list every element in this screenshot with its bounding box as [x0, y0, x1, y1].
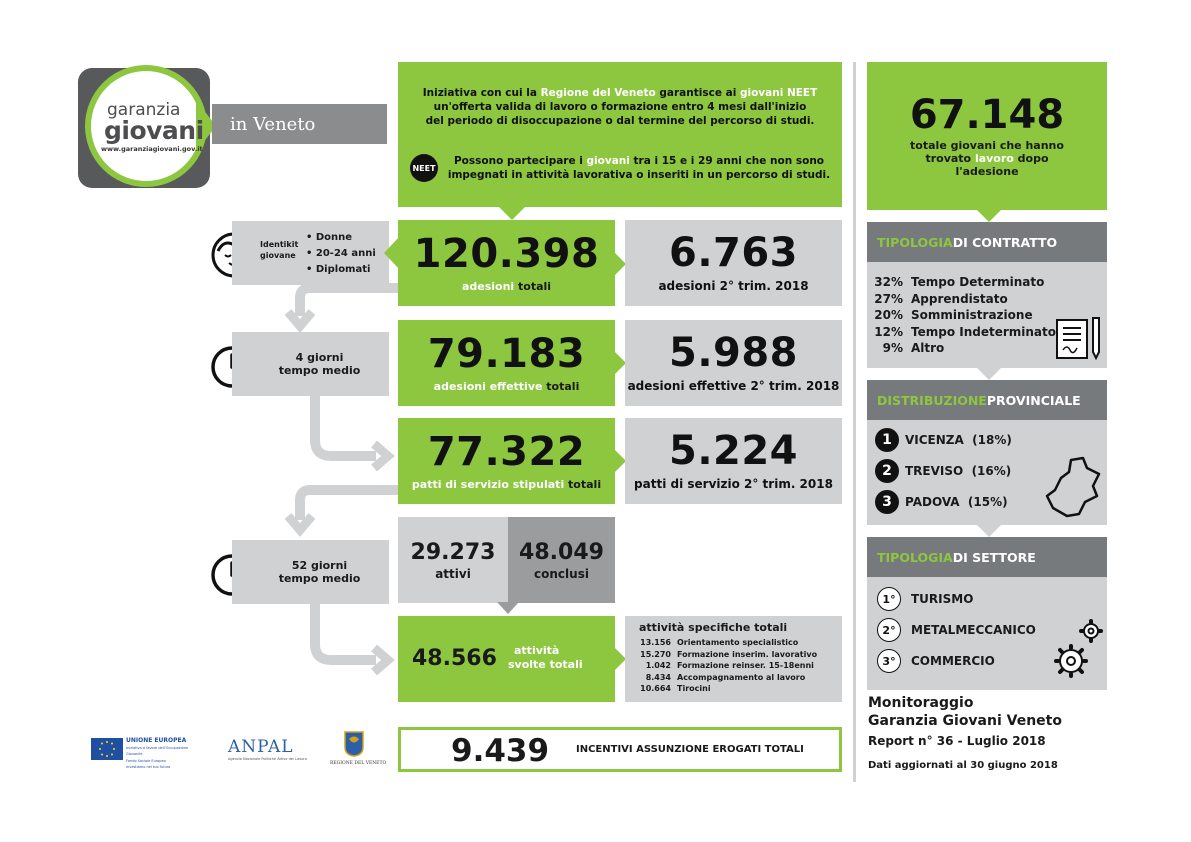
settore-rank: 2°	[877, 618, 901, 642]
eu-title: UNIONE EUROPEA	[126, 737, 187, 744]
provincia-label: VICENZA (18%)	[905, 433, 1012, 447]
conclusi-label: conclusi	[534, 566, 589, 581]
provincia-label: TREVISO (16%)	[905, 464, 1012, 478]
eu-line: Fondo Sociale Europeo	[126, 758, 166, 763]
identikit-box	[232, 221, 389, 285]
effettive-total-box	[398, 320, 615, 406]
contratto-row	[869, 274, 1056, 291]
time-label: tempo medio	[278, 572, 361, 585]
contratto-row	[869, 307, 1056, 324]
specific-activity-value: 1.042	[645, 661, 671, 670]
effettive-quarter-value: 5.988	[668, 330, 799, 376]
green-pointer-right	[612, 250, 626, 278]
adesioni-quarter-box	[625, 220, 842, 306]
contratto-label: Altro	[911, 341, 945, 355]
incentivi-value: 9.439	[451, 733, 550, 769]
attivi-box	[398, 517, 508, 603]
settore-row	[877, 618, 1036, 642]
logo-word-giovani: giovani	[104, 116, 204, 145]
provincia-rank: 2	[875, 459, 899, 483]
neet-highlight: giovani	[586, 155, 630, 167]
specific-activity-row	[633, 683, 817, 695]
sidebar-top-text: dopo	[1013, 151, 1049, 165]
provincia-row	[875, 490, 1012, 514]
eu-logo	[91, 737, 201, 769]
identikit-label: giovane	[260, 251, 296, 260]
patti-label-suffix: totali	[564, 477, 602, 491]
patti-quarter-label: patti di servizio 2° trim. 2018	[634, 477, 833, 491]
neet-badge-label: NEET	[412, 163, 436, 173]
specific-activity-value: 10.664	[640, 684, 671, 693]
green-pointer-right	[612, 349, 626, 377]
intro-highlight-region: Regione del Veneto	[540, 87, 656, 99]
contratto-label: Somministrazione	[911, 308, 1033, 322]
green-pointer-right	[612, 645, 626, 673]
adesioni-total-value: 120.398	[413, 230, 600, 277]
time-value: 4 giorni	[295, 351, 344, 364]
eu-flag-icon	[91, 738, 123, 760]
provinciale-panel	[867, 380, 1107, 525]
identikit-item: • Diplomati	[306, 264, 371, 275]
logo-url: www.garanziagiovani.gov.it	[101, 145, 203, 153]
specific-activity-row	[633, 637, 817, 649]
sidebar-top-line: l'adesione	[955, 164, 1019, 178]
neet-badge	[410, 154, 438, 182]
provincia-row	[875, 428, 1012, 452]
regione-label: REGIONE DEL VENETO	[330, 761, 387, 766]
specific-activity-row	[633, 672, 817, 684]
time-medio-2	[232, 540, 389, 604]
intro-line: del periodo di disoccupazione o dal termine del percorso di studi.	[425, 115, 815, 127]
contratto-panel	[867, 222, 1107, 368]
specific-activity-value: 13.156	[640, 638, 671, 647]
provincia-label: PADOVA (15%)	[905, 495, 1008, 509]
anpal-logo	[228, 737, 307, 765]
sidebar-arrow	[976, 367, 1002, 381]
adesioni-label-suffix: totali	[514, 279, 552, 293]
report-info	[868, 694, 1108, 771]
contratto-pct: 9%	[882, 341, 903, 355]
specific-activity-row	[633, 649, 817, 661]
settore-rank: 1°	[877, 587, 901, 611]
specific-activity-value: 8.434	[645, 672, 671, 682]
regione-crest-icon	[344, 731, 364, 757]
adesioni-label: adesioni	[461, 279, 515, 293]
gears-icon	[1053, 617, 1103, 679]
identikit-item: • Donne	[306, 232, 353, 243]
attivita-total-value: 48.566	[412, 646, 497, 671]
neet-text: tra i 15 e i 29 anni che non sono	[629, 155, 825, 167]
sidebar-top-line: totale giovani che hanno	[910, 138, 1064, 152]
effettive-label-suffix: totali	[542, 379, 580, 393]
settore-row	[877, 587, 1036, 611]
patti-total-box	[398, 418, 615, 504]
settore-label: COMMERCIO	[911, 654, 995, 668]
attivita-specifiche-box	[625, 616, 842, 702]
settore-row	[877, 649, 1036, 673]
contratto-pct: 27%	[874, 291, 903, 306]
attivi-label: attivi	[435, 566, 471, 581]
patti-total-value: 77.322	[427, 428, 586, 475]
incentivi-label: INCENTIVI ASSUNZIONE EROGATI TOTALI	[576, 744, 804, 755]
region-label: in Veneto	[230, 113, 316, 135]
specific-activity-label: Orientamento specialistico	[677, 638, 799, 647]
patti-quarter-value: 5.224	[668, 428, 799, 474]
time-label: tempo medio	[278, 364, 361, 377]
adesioni-quarter-label: adesioni 2° trim. 2018	[658, 279, 809, 293]
attivita-specifiche-title: attività specifiche totali	[639, 621, 788, 634]
patti-quarter-box	[625, 418, 842, 504]
sidebar-arrow	[976, 209, 1002, 223]
report-number: Report n° 36 - Luglio 2018	[868, 734, 1046, 748]
provinciale-header: DISTRIBUZIONE PROVINCIALE	[867, 380, 1107, 420]
contratto-label: Tempo Indeterminato	[911, 324, 1057, 339]
anpal-wordmark: ANPAL	[228, 737, 294, 757]
sidebar-top-value: 67.148	[909, 91, 1065, 138]
green-pointer-right	[612, 447, 626, 475]
contratto-header: TIPOLOGIA DI CONTRATTO	[867, 222, 1107, 262]
intro-text: garantisce ai	[655, 87, 740, 99]
conclusi-box	[508, 517, 615, 603]
effettive-quarter-label: adesioni effettive 2° trim. 2018	[627, 379, 840, 393]
intro-text: Iniziativa con cui la	[422, 87, 541, 99]
eu-line: Iniziativa a favore dell'Occupazione Giovanile	[126, 745, 189, 756]
region-banner	[212, 104, 387, 144]
adesioni-total-box	[398, 220, 615, 306]
effettive-quarter-box	[625, 320, 842, 406]
specific-activity-label: Tirocini	[677, 684, 711, 693]
attivita-label: attività	[514, 644, 560, 657]
anpal-subtitle: Agenzia Nazionale Politiche Attive del Lavoro	[228, 757, 307, 761]
contratto-label: Apprendistato	[911, 291, 1008, 306]
sidebar-top-box	[867, 62, 1107, 210]
patti-label: patti di servizio stipulati	[411, 477, 565, 491]
adesioni-quarter-value: 6.763	[668, 230, 799, 276]
neet-line: impegnati in attività lavorativa o inseriti in un percorso di studi.	[447, 169, 831, 181]
contratto-row	[869, 291, 1056, 308]
provincia-row	[875, 459, 1012, 483]
settore-label: TURISMO	[911, 592, 974, 606]
report-title: Monitoraggio	[868, 695, 974, 711]
intro-line: un'offerta valida di lavoro o formazione entro 4 mesi dall'inizio	[433, 101, 807, 113]
veneto-map-icon	[1043, 456, 1103, 520]
contratto-pct: 20%	[874, 308, 903, 322]
settore-label: METALMECCANICO	[911, 623, 1036, 637]
neet-text: Possono partecipare i	[453, 155, 587, 167]
contratto-pct: 32%	[874, 275, 903, 289]
effettive-total-value: 79.183	[427, 330, 586, 377]
sidebar-top-text: trovato	[925, 151, 975, 165]
intro-highlight-neet: giovani NEET	[739, 87, 818, 99]
provincia-rank: 1	[875, 428, 899, 452]
provincia-rank: 3	[875, 490, 899, 514]
contratto-label: Tempo Determinato	[911, 275, 1045, 289]
column-divider	[853, 62, 856, 782]
attivita-label: svolte totali	[508, 658, 583, 671]
report-title: Garanzia Giovani Veneto	[868, 713, 1062, 729]
specific-activity-value: 15.270	[640, 649, 671, 659]
contratto-pct: 12%	[874, 324, 903, 339]
incentivi-box	[398, 727, 842, 772]
settore-panel	[867, 537, 1107, 690]
sidebar-top-highlight: lavoro	[974, 151, 1014, 165]
conclusi-value: 48.049	[519, 539, 604, 565]
sidebar-arrow	[976, 524, 1002, 538]
logo-word-garanzia: garanzia	[107, 100, 181, 120]
contratto-row	[869, 324, 1056, 341]
intro-box	[398, 62, 842, 207]
time-medio-1	[232, 332, 389, 396]
specific-activity-label: Formazione inserim. lavorativo	[677, 649, 818, 659]
settore-header: TIPOLOGIA DI SETTORE	[867, 537, 1107, 577]
specific-activity-row	[633, 660, 817, 672]
status-arrow	[497, 602, 519, 616]
specific-activity-label: Formazione reinser. 15-18enni	[677, 661, 814, 670]
time-value: 52 giorni	[291, 559, 348, 572]
identikit-label: Identikit	[260, 240, 299, 249]
regione-logo	[330, 731, 387, 771]
contratto-row	[869, 340, 1056, 357]
identikit-item: • 20-24 anni	[306, 248, 376, 259]
effettive-label: adesioni effettive	[433, 379, 543, 393]
report-date: Dati aggiornati al 30 giugno 2018	[868, 760, 1058, 771]
contract-document-icon	[1055, 316, 1101, 364]
settore-rank: 3°	[877, 649, 901, 673]
attivita-total-box	[398, 616, 615, 702]
specific-activity-label: Accompagnamento al lavoro	[677, 672, 806, 682]
eu-line: Investiamo nel tuo futuro	[126, 765, 171, 769]
attivi-value: 29.273	[410, 539, 496, 565]
